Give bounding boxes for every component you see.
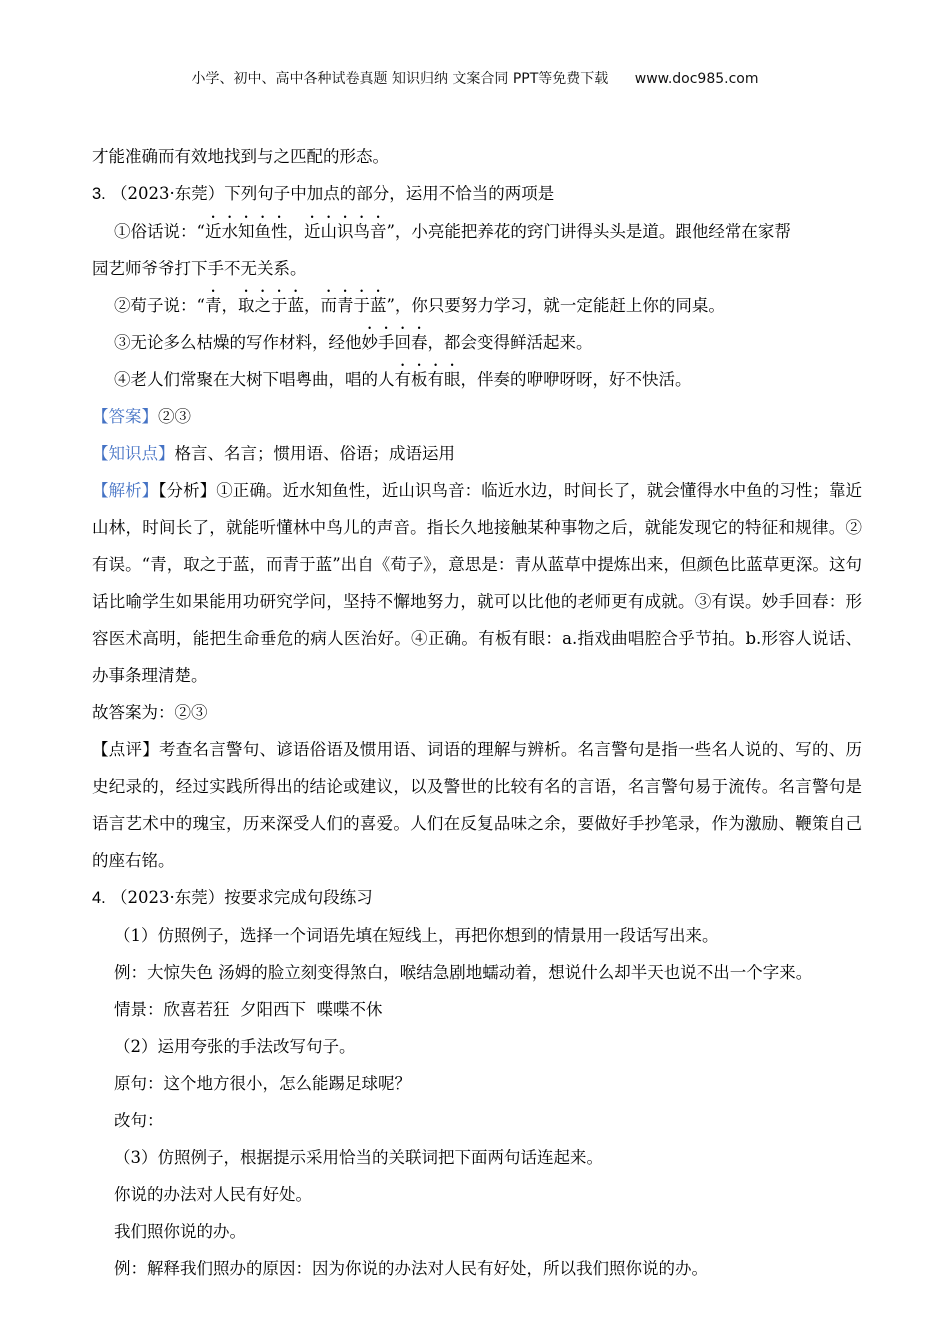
review: 【点评】考查名言警句、谚语俗语及惯用语、词语的理解与辨析。名言警句是指一些名人说的、写的、历史纪录的，经过实践所得出的结论或建议，以及警世的比较有名的言语，名言警句易于流传。名言警句是语言艺术中的瑰宝，历来深受人们的喜爱。人们在反复品味之余，要做好手抄笔录，作为激励、鞭策自己的座右铭。	[92, 740, 862, 870]
answer-label: 【答案】	[92, 407, 158, 426]
analysis-label: 【解析】	[92, 481, 159, 500]
part-1-example: 例：大惊失色 汤姆的脸立刻变得煞白，喉结急剧地蠕动着，想说什么却半天也说不出一个字来。	[114, 963, 813, 982]
header-text: 小学、初中、高中各种试卷真题 知识归纳 文案合同 PPT等免费下载	[191, 71, 609, 87]
part-1-scenes: 情景：欣喜若狂 夕阳西下 喋喋不休	[114, 1000, 383, 1019]
knowledge-text: 格言、名言；惯用语、俗语；成语运用	[174, 444, 455, 463]
question-text: （2023·东莞）按要求完成句段练习	[111, 888, 373, 907]
emphasized-phrase: 而青于蓝	[320, 296, 387, 315]
knowledge-point	[92, 435, 862, 472]
part-3-sentence-2: 我们照你说的办。	[114, 1222, 246, 1241]
question-3-title	[92, 175, 862, 213]
question-4-title	[92, 879, 862, 917]
part-1: （1）仿照例子，选择一个词语先填在短线上，再把你想到的情景用一段话写出来。	[114, 926, 719, 945]
option-3: ③无论多么枯燥的写作材料，经他妙手回春，都会变得鲜活起来。	[114, 333, 593, 352]
emphasized-phrase: 取之于蓝	[237, 296, 304, 315]
part-3-example: 例：解释我们照办的原因：因为你说的办法对人民有好处，所以我们照你说的办。	[114, 1259, 708, 1278]
emphasized-phrase: 近水知鱼性	[204, 222, 288, 241]
question-text: （2023·东莞）下列句子中加点的部分，运用不恰当的两项是	[111, 184, 555, 203]
question-number: 3.	[92, 185, 106, 203]
option-1: ①俗话说：“近水知鱼性，近山识鸟音”，小亮能把养花的窍门讲得头头是道。跟他经常在家帮	[114, 222, 791, 241]
emphasized-phrase: 近山识鸟音	[303, 222, 387, 241]
analysis-text: 【分析】①正确。近水知鱼性，近山识鸟音：临近水边，时间长了，就会懂得水中鱼的习性；靠近山林，时间长了，就能听懂林中鸟儿的声音。指长久地接触某种事物之后，就能发现它的特征和规律。②有误。“青，取之于蓝，而青于蓝”出自《荀子》，意思是：青从蓝草中提炼出来，但颜色比蓝草更深。这句话比喻学生如果能用功研究学问，坚持不懈地努力，就可以比他的老师更有成就。③有误。妙手回春：形容医术高明，能把生命垂危的病人医治好。④正确。有板有眼：a.指戏曲唱腔合乎节拍。b.形容人说话、办事条理清楚。	[92, 481, 863, 685]
option-2: ②荀子说：“青，取之于蓝，而青于蓝”，你只要努力学习，就一定能赶上你的同桌。	[114, 296, 725, 315]
part-3-sentence-1: 你说的办法对人民有好处。	[114, 1185, 312, 1204]
part-3: （3）仿照例子，根据提示采用恰当的关联词把下面两句话连起来。	[114, 1148, 603, 1167]
question-number: 4.	[92, 889, 106, 907]
part-2-original: 原句：这个地方很小，怎么能踢足球呢？	[114, 1074, 411, 1093]
header-url[interactable]: www.doc985.com	[634, 71, 759, 87]
emphasized-phrase: 妙手回春	[361, 333, 428, 352]
option-4: ④老人们常聚在大树下唱粤曲，唱的人有板有眼，伴奏的咿咿呀呀，好不快活。	[114, 370, 692, 389]
text-line: 才能准确而有效地找到与之匹配的形态。	[92, 147, 389, 166]
final-answer: 故答案为：②③	[92, 703, 208, 722]
emphasized-phrase: 青	[204, 296, 222, 315]
document-body	[92, 138, 862, 1287]
part-2-revised: 改句：	[114, 1111, 164, 1130]
page-header	[0, 68, 950, 88]
option-1-cont: 园艺师爷爷打下手不无关系。	[92, 259, 307, 278]
analysis	[92, 472, 862, 694]
answer-text: ②③	[158, 407, 191, 426]
answer	[92, 398, 862, 435]
part-2: （2）运用夸张的手法改写句子。	[114, 1037, 356, 1056]
emphasized-phrase: 有板有眼	[394, 370, 461, 389]
knowledge-label: 【知识点】	[92, 444, 175, 463]
